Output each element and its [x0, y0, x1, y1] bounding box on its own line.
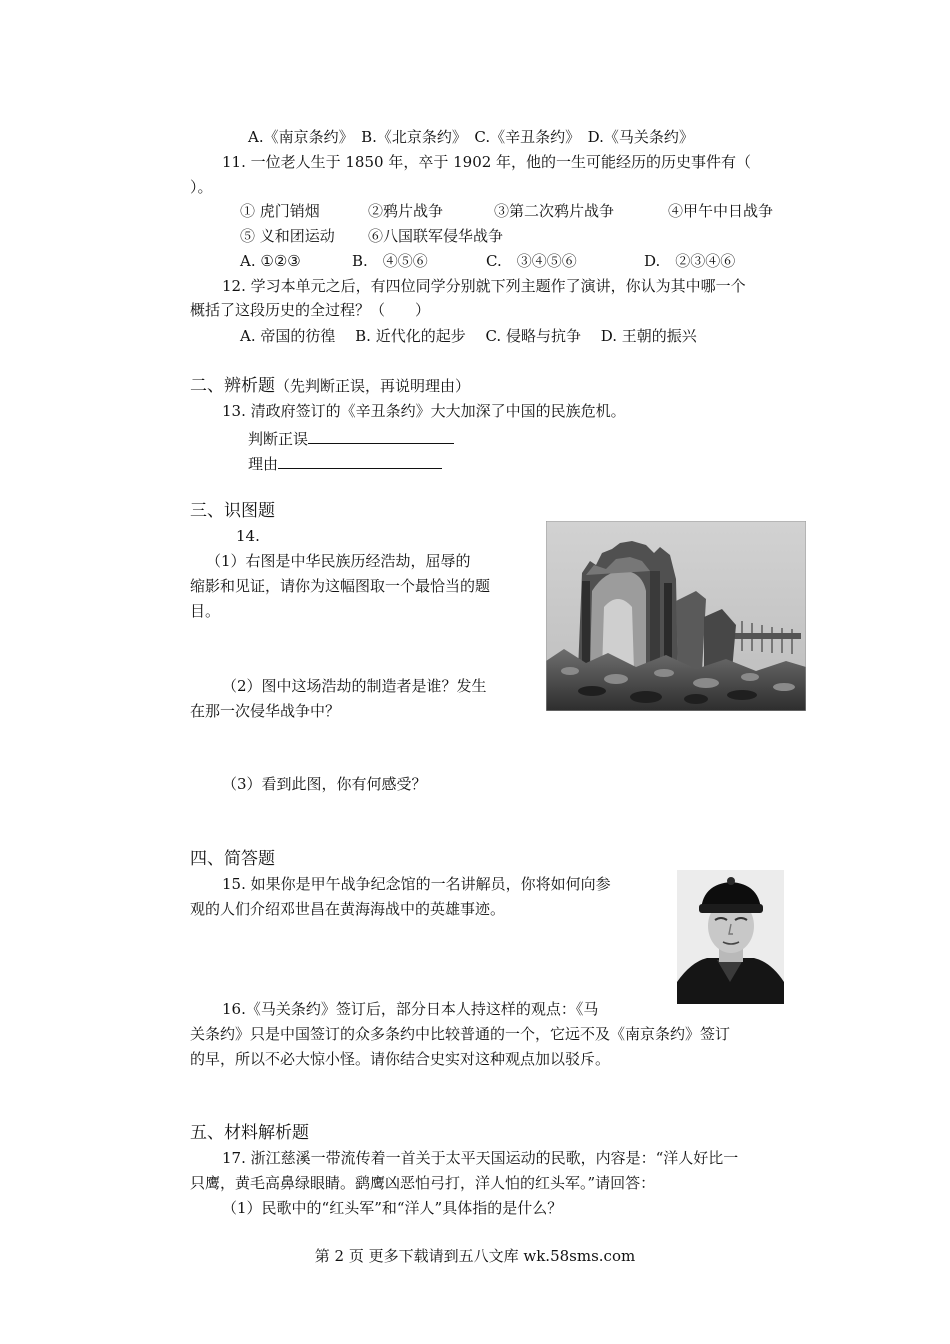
q14-part1-line2: 缩影和见证，请你为这幅图取一个最恰当的题: [190, 577, 491, 595]
q12-stem-end: 概括了这段历史的全过程？（ ）: [190, 301, 431, 319]
section-2-heading: [190, 375, 470, 397]
q14-number: 14.: [236, 527, 260, 545]
q13-stem: 13. 清政府签订的《辛丑条约》大大加深了中国的民族危机。: [222, 402, 626, 420]
section-4-title: 四、简答题: [190, 849, 275, 869]
q11-item-4: ④甲午中日战争: [668, 202, 774, 220]
q15-line1: 15. 如果你是甲午战争纪念馆的一名讲解员，你将如何向参: [222, 875, 611, 893]
q17-line2: 只鹰，黄毛高鼻绿眼睛。鹞鹰凶恶怕弓打，洋人怕的红头军。”请回答：: [190, 1174, 656, 1192]
ruins-photo: [546, 521, 806, 711]
q11-item-2: ②鸦片战争: [368, 202, 444, 220]
q14-part2-line1: （2）图中这场浩劫的制造者是谁？发生: [222, 677, 487, 695]
q17-sub1: （1）民歌中的“红头军”和“洋人”具体指的是什么？: [222, 1199, 563, 1217]
portrait-illustration: [677, 870, 784, 1004]
q16-line3: 的早，所以不必大惊小怪。请你结合史实对这种观点加以驳斥。: [190, 1050, 611, 1068]
q14-part1-line1: （1）右图是中华民族历经浩劫，屈辱的: [206, 552, 471, 570]
q11-stem: 11. 一位老人生于 1850 年，卒于 1902 年，他的一生可能经历的历史事件有（: [222, 153, 752, 171]
section-2-title: 二、辨析题: [190, 376, 275, 396]
q14-part2-line2: 在那一次侵华战争中？: [190, 702, 341, 720]
q12-choices: A. 帝国的彷徨 B. 近代化的起步 C. 侵略与抗争 D. 王朝的振兴: [240, 327, 697, 345]
page-footer: 第 2 页 更多下载请到五八文库 wk.58sms.com: [314, 1247, 636, 1265]
q13-reason-label: 理由: [248, 455, 279, 473]
q11-choice-a: A. ①②③: [240, 252, 301, 270]
q14-part1-line3: 目。: [190, 602, 221, 620]
q11-choice-c: C. ③④⑤⑥: [486, 252, 577, 270]
q14-part3: （3）看到此图，你有何感受？: [222, 775, 427, 793]
q13-judge-blank[interactable]: [308, 427, 454, 444]
q10-options: A.《南京条约》 B.《北京条约》 C.《辛丑条约》 D.《马关条约》: [248, 128, 694, 146]
q16-line2: 关条约》只是中国签订的众多条约中比较普通的一个，它远不及《南京条约》签订: [190, 1025, 731, 1043]
q11-choice-d: D. ②③④⑥: [644, 252, 736, 270]
q11-item-6: ⑥八国联军侵华战争: [368, 227, 504, 245]
q13-reason-blank[interactable]: [278, 452, 442, 469]
ruins-illustration: [546, 521, 806, 711]
section-5-title: 五、材料解析题: [190, 1123, 309, 1143]
q11-choice-b: B. ④⑤⑥: [352, 252, 428, 270]
q11-item-1: ① 虎门销烟: [240, 202, 320, 220]
section-2-note: （先判断正误，再说明理由）: [275, 377, 471, 395]
q13-judge-row: [248, 427, 454, 449]
section-3-title: 三、识图题: [190, 501, 275, 521]
q16-line1: 16.《马关条约》签订后，部分日本人持这样的观点：《马: [222, 1000, 599, 1018]
q11-stem-end: ）。: [190, 178, 213, 196]
portrait-photo: [677, 870, 784, 1004]
q17-line1: 17. 浙江慈溪一带流传着一首关于太平天国运动的民歌，内容是：“洋人好比一: [222, 1149, 739, 1167]
q13-reason-row: [248, 452, 442, 474]
q11-item-3: ③第二次鸦片战争: [494, 202, 615, 220]
q13-judge-label: 判断正误: [248, 430, 309, 448]
q11-item-5: ⑤ 义和团运动: [240, 227, 335, 245]
q12-stem: 12. 学习本单元之后，有四位同学分别就下列主题作了演讲，你认为其中哪一个: [222, 277, 746, 295]
q15-line2: 观的人们介绍邓世昌在黄海海战中的英雄事迹。: [190, 900, 506, 918]
